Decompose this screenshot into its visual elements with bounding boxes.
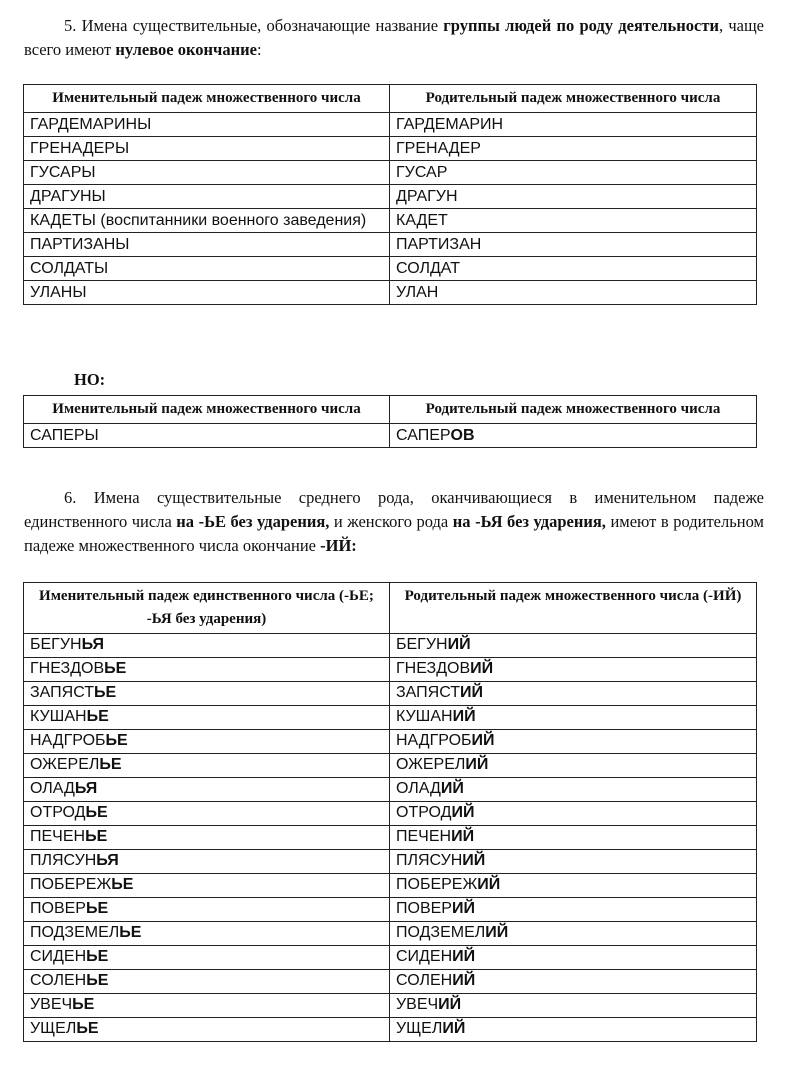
text-fragment: КАДЕТ xyxy=(396,212,448,229)
text-fragment: ГНЕЗДОВ xyxy=(30,660,105,677)
table-ie-ending xyxy=(23,582,757,1042)
cell-genitive xyxy=(390,424,757,448)
cell-genitive xyxy=(390,209,757,233)
cell-genitive xyxy=(390,922,757,946)
text-fragment: ПОБЕРЕЖ xyxy=(30,876,112,893)
cell-nominative xyxy=(24,658,390,682)
table-row xyxy=(24,257,757,281)
cell-nominative xyxy=(24,826,390,850)
bold-fragment: ЬЕ xyxy=(72,996,95,1013)
text-fragment: ЗАПЯСТ xyxy=(396,684,461,701)
text-fragment: СОЛЕН xyxy=(396,972,453,989)
cell-genitive xyxy=(390,898,757,922)
cell-nominative xyxy=(24,424,390,448)
cell-genitive xyxy=(390,634,757,658)
cell-nominative xyxy=(24,161,390,185)
text-fragment: ПЕЧЕН xyxy=(30,828,86,845)
cell-genitive xyxy=(390,706,757,730)
bold-fragment: ЬЕ xyxy=(86,948,109,965)
cell-genitive xyxy=(390,802,757,826)
cell-nominative xyxy=(24,185,390,209)
table-row xyxy=(24,850,757,874)
bold-fragment: ИЙ xyxy=(452,972,476,989)
cell-genitive xyxy=(390,778,757,802)
text-fragment: УЛАНЫ xyxy=(30,284,87,301)
text-fragment: ЗАПЯСТ xyxy=(30,684,95,701)
bold-fragment: ЬЕ xyxy=(86,708,109,725)
cell-nominative xyxy=(24,850,390,874)
cell-genitive xyxy=(390,137,757,161)
bold-fragment: ИЙ xyxy=(452,708,476,725)
cell-genitive xyxy=(390,233,757,257)
text-fragment: ПОВЕР xyxy=(396,900,452,917)
text-fragment: ОЖЕРЕЛ xyxy=(30,756,100,773)
bold-fragment: ОВ xyxy=(450,427,475,444)
cell-nominative xyxy=(24,922,390,946)
bold-fragment: ИЙ xyxy=(465,756,489,773)
text-fragment: ОТРОД xyxy=(396,804,452,821)
text-fragment: ДРАГУН xyxy=(396,188,458,205)
cell-nominative xyxy=(24,281,390,305)
text-fragment: УВЕЧ xyxy=(396,996,439,1013)
table-row xyxy=(24,922,757,946)
text-fragment: СИДЕН xyxy=(396,948,453,965)
text-fragment: ПАРТИЗАН xyxy=(396,236,482,253)
header-nominative-singular: Именительный падеж единственного числа (-ЬЕ; -ЬЯ без ударения) xyxy=(24,583,390,634)
text-fragment: ПОВЕР xyxy=(30,900,86,917)
header-nominative-plural: Именительный падеж множественного числа xyxy=(24,85,390,113)
table-row xyxy=(24,874,757,898)
text-fragment: имеют в родительном падеже множественного числа окончание xyxy=(24,512,764,555)
section-6-intro xyxy=(24,486,764,558)
text-fragment: ПАРТИЗАНЫ xyxy=(30,236,130,253)
text-fragment: ПЕЧЕН xyxy=(396,828,452,845)
cell-genitive xyxy=(390,185,757,209)
bold-fragment: ИЙ xyxy=(451,828,475,845)
cell-genitive xyxy=(390,970,757,994)
bold-fragment: ЬЕ xyxy=(105,732,128,749)
cell-genitive xyxy=(390,682,757,706)
cell-genitive xyxy=(390,754,757,778)
bold-fragment: ЬЕ xyxy=(94,684,117,701)
cell-nominative xyxy=(24,970,390,994)
cell-nominative xyxy=(24,682,390,706)
cell-nominative xyxy=(24,257,390,281)
bold-fragment: ИЙ xyxy=(442,1020,466,1037)
table-row xyxy=(24,1018,757,1042)
bold-fragment: ИЙ xyxy=(447,636,471,653)
cell-nominative xyxy=(24,730,390,754)
text-fragment: НАДГРОБ xyxy=(396,732,472,749)
text-fragment: КУШАН xyxy=(30,708,87,725)
cell-nominative xyxy=(24,946,390,970)
text-fragment: ОЖЕРЕЛ xyxy=(396,756,466,773)
bold-fragment: ИЙ xyxy=(485,924,509,941)
header-nominative-plural: Именительный падеж множественного числа xyxy=(24,396,390,424)
text-fragment: ПОБЕРЕЖ xyxy=(396,876,478,893)
cell-genitive xyxy=(390,730,757,754)
header-genitive-plural: Родительный падеж множественного числа (-ИЙ) xyxy=(390,583,757,634)
text-fragment: СОЛДАТЫ xyxy=(30,260,109,277)
cell-genitive xyxy=(390,281,757,305)
cell-genitive xyxy=(390,161,757,185)
bold-fragment: ИЙ xyxy=(477,876,501,893)
table-row xyxy=(24,113,757,137)
cell-nominative xyxy=(24,233,390,257)
text-fragment: ГАРДЕМАРИНЫ xyxy=(30,116,152,133)
text-fragment: 5. Имена существительные, обозначающие название xyxy=(64,16,444,35)
cell-genitive xyxy=(390,874,757,898)
cell-nominative xyxy=(24,898,390,922)
text-fragment: ГРЕНАДЕРЫ xyxy=(30,140,130,157)
text-fragment: , чаще всего имеют xyxy=(24,16,764,59)
bold-fragment: ЬЯ xyxy=(96,852,119,869)
header-genitive-plural: Родительный падеж множественного числа xyxy=(390,396,757,424)
bold-fragment: нулевое окончание xyxy=(115,40,257,59)
bold-fragment: ЬЕ xyxy=(99,756,122,773)
text-fragment: УВЕЧ xyxy=(30,996,73,1013)
text-fragment: ГАРДЕМАРИН xyxy=(396,116,504,133)
header-genitive-plural: Родительный падеж множественного числа xyxy=(390,85,757,113)
text-fragment: БЕГУН xyxy=(396,636,448,653)
section-5-intro xyxy=(24,14,764,62)
table-row xyxy=(24,209,757,233)
cell-nominative xyxy=(24,634,390,658)
table-row xyxy=(24,137,757,161)
text-fragment: ОЛАД xyxy=(30,780,75,797)
bold-fragment: ЬЕ xyxy=(76,1020,99,1037)
cell-nominative xyxy=(24,113,390,137)
table-row xyxy=(24,185,757,209)
text-fragment: УЩЕЛ xyxy=(30,1020,77,1037)
table-row xyxy=(24,281,757,305)
bold-fragment: ИЙ xyxy=(471,732,495,749)
table-row xyxy=(24,730,757,754)
text-fragment: ГРЕНАДЕР xyxy=(396,140,481,157)
cell-nominative xyxy=(24,874,390,898)
table-row xyxy=(24,970,757,994)
bold-fragment: ЬЯ xyxy=(81,636,104,653)
bold-fragment: на -ЬЕ без ударения, xyxy=(176,512,330,531)
bold-fragment: ЬЕ xyxy=(119,924,142,941)
table-row xyxy=(24,994,757,1018)
table-row xyxy=(24,898,757,922)
cell-nominative xyxy=(24,802,390,826)
bold-fragment: ИЙ xyxy=(451,900,475,917)
bold-fragment: ЬЯ xyxy=(74,780,98,797)
bold-fragment: ЬЕ xyxy=(86,972,109,989)
table-header-row xyxy=(24,396,757,424)
cell-genitive xyxy=(390,826,757,850)
bold-fragment: -ИЙ: xyxy=(320,536,357,555)
cell-nominative xyxy=(24,1018,390,1042)
text-fragment: ПОДЗЕМЕЛ xyxy=(396,924,486,941)
bold-fragment: ИЙ xyxy=(438,996,462,1013)
text-fragment: САПЕР xyxy=(396,427,451,444)
cell-nominative xyxy=(24,754,390,778)
cell-genitive xyxy=(390,850,757,874)
text-fragment: ПОДЗЕМЕЛ xyxy=(30,924,120,941)
bold-fragment: ЬЕ xyxy=(85,828,108,845)
table-row xyxy=(24,706,757,730)
table-row xyxy=(24,161,757,185)
bold-fragment: ЬЕ xyxy=(111,876,134,893)
cell-nominative xyxy=(24,778,390,802)
table-row xyxy=(24,802,757,826)
text-fragment: ПЛЯСУН xyxy=(396,852,463,869)
cell-nominative xyxy=(24,994,390,1018)
text-fragment: КУШАН xyxy=(396,708,453,725)
table-row xyxy=(24,826,757,850)
cell-genitive xyxy=(390,994,757,1018)
table-row xyxy=(24,424,757,448)
cell-genitive xyxy=(390,1018,757,1042)
cell-nominative xyxy=(24,209,390,233)
text-fragment: БЕГУН xyxy=(30,636,82,653)
table-header-row xyxy=(24,85,757,113)
text-fragment: СОЛДАТ xyxy=(396,260,460,277)
cell-nominative xyxy=(24,137,390,161)
cell-genitive xyxy=(390,658,757,682)
text-fragment: УЩЕЛ xyxy=(396,1020,443,1037)
table-row xyxy=(24,682,757,706)
text-fragment: ГНЕЗДОВ xyxy=(396,660,471,677)
cell-nominative xyxy=(24,706,390,730)
bold-fragment: ЬЕ xyxy=(85,804,108,821)
table-row xyxy=(24,233,757,257)
text-fragment: СИДЕН xyxy=(30,948,87,965)
text-fragment: СОЛЕН xyxy=(30,972,87,989)
table-row xyxy=(24,754,757,778)
text-fragment: УЛАН xyxy=(396,284,439,301)
bold-fragment: ЬЕ xyxy=(104,660,127,677)
exception-label: НО: xyxy=(74,370,106,389)
bold-fragment: ИЙ xyxy=(462,852,486,869)
cell-genitive xyxy=(390,257,757,281)
text-fragment: ПЛЯСУН xyxy=(30,852,97,869)
text-fragment: ГУСАР xyxy=(396,164,448,181)
bold-fragment: ИЙ xyxy=(451,804,475,821)
text-fragment: НАДГРОБ xyxy=(30,732,106,749)
table-row xyxy=(24,778,757,802)
bold-fragment: ИЙ xyxy=(440,780,464,797)
bold-fragment: ЬЕ xyxy=(85,900,109,917)
text-fragment: и женского рода xyxy=(329,512,453,531)
table-group-nouns xyxy=(23,84,757,305)
text-fragment: 6. Имена существительные среднего рода, оканчивающиеся в именительном падеже единственного числа xyxy=(24,488,764,531)
table-row xyxy=(24,658,757,682)
text-fragment: ГУСАРЫ xyxy=(30,164,96,181)
text-fragment: КАДЕТЫ (воспитанники военного заведения) xyxy=(30,212,367,229)
bold-fragment: ИЙ xyxy=(470,660,494,677)
cell-genitive xyxy=(390,946,757,970)
text-fragment: : xyxy=(256,40,262,59)
table-row xyxy=(24,946,757,970)
bold-fragment: группы людей по роду деятельности xyxy=(443,16,719,35)
bold-fragment: ИЙ xyxy=(460,684,484,701)
bold-fragment: ИЙ xyxy=(452,948,476,965)
text-fragment: ДРАГУНЫ xyxy=(30,188,106,205)
table-row xyxy=(24,634,757,658)
bold-fragment: на -ЬЯ без ударения, xyxy=(452,512,606,531)
text-fragment: САПЕРЫ xyxy=(30,427,99,444)
text-fragment: ОЛАД xyxy=(396,780,441,797)
text-fragment: ОТРОД xyxy=(30,804,86,821)
table-exception xyxy=(23,395,757,448)
table-header-row xyxy=(24,583,757,634)
cell-genitive xyxy=(390,113,757,137)
